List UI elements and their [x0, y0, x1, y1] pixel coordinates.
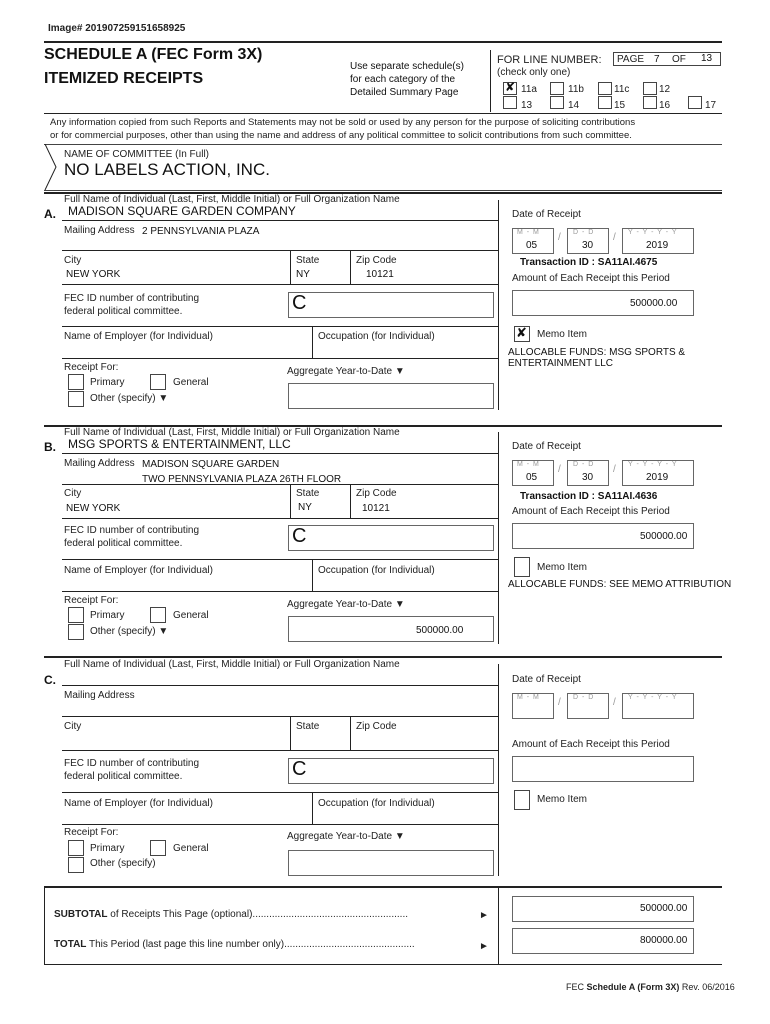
column-divider [498, 664, 499, 876]
zip-value: 10121 [366, 269, 394, 280]
date-slash: / [558, 697, 561, 708]
employer-label: Name of Employer (for Individual) [64, 565, 213, 576]
top-rule [44, 41, 722, 43]
full-name-label: Full Name of Individual (Last, First, Middle Initial) or Full Organization Name [64, 194, 400, 205]
full-name-label: Full Name of Individual (Last, First, Middle Initial) or Full Organization Name [64, 427, 400, 438]
line-17-label: 17 [705, 100, 717, 111]
line-11b-label: 11b [568, 84, 584, 95]
year-value: 2019 [646, 472, 669, 483]
line-16-checkbox[interactable] [643, 96, 657, 109]
subtotal-value: 500000.00 [640, 903, 688, 914]
line-17-checkbox[interactable] [688, 96, 702, 109]
city-value: NEW YORK [66, 269, 121, 280]
totals-left-border [44, 886, 45, 964]
mailing-address-2: TWO PENNSYLVANIA PLAZA 26TH FLOOR [142, 474, 342, 485]
rule [62, 250, 498, 251]
fec-id-prefix: C [292, 525, 307, 547]
entry-letter: C. [44, 673, 56, 687]
transaction-id: Transaction ID : SA11AI.4636 [520, 491, 658, 502]
section-rule-b [44, 656, 722, 658]
occupation-label: Occupation (for Individual) [318, 331, 435, 342]
city-label: City [64, 721, 82, 732]
rule [62, 559, 498, 560]
subtotal-label: SUBTOTAL of Receipts This Page (optional)........................................................ [54, 909, 408, 920]
image-id: Image# 201907259151658925 [48, 23, 186, 34]
aggregate-label: Aggregate Year-to-Date ▼ [287, 599, 405, 610]
rule [62, 792, 498, 793]
zip-value: 10121 [362, 503, 390, 514]
date-slash: / [613, 464, 616, 475]
state-label: State [296, 488, 320, 499]
rule [62, 284, 498, 285]
memo-item-checkbox[interactable] [514, 790, 530, 810]
contributor-name: MADISON SQUARE GARDEN COMPANY [68, 204, 296, 218]
line-box-left [490, 50, 491, 112]
entry-letter: A. [44, 207, 56, 221]
fec-id-label: FEC ID number of contributing [64, 293, 200, 304]
mailing-label: Mailing Address [64, 458, 135, 469]
rule [62, 220, 498, 221]
rule [62, 750, 498, 751]
total-arrow-icon: ► [479, 941, 489, 952]
mailing-label: Mailing Address [64, 225, 135, 236]
general-checkbox[interactable] [150, 607, 166, 623]
fec-id-label: FEC ID number of contributing [64, 525, 200, 536]
line-13-checkbox[interactable] [503, 96, 517, 109]
month-value: 05 [526, 472, 538, 483]
page-total: 13 [701, 53, 713, 64]
amount-value: 500000.00 [630, 298, 678, 309]
rule [62, 716, 498, 717]
state-value: NY [296, 269, 310, 280]
footer-revision: FEC Schedule A (Form 3X) Rev. 06/2016 [566, 982, 735, 992]
employer-label: Name of Employer (for Individual) [64, 798, 213, 809]
form-title: SCHEDULE A (FEC Form 3X) [44, 46, 263, 63]
transaction-id: Transaction ID : SA11AI.4675 [520, 257, 658, 268]
month-hint: M - M [517, 461, 540, 468]
month-hint: M - M [517, 694, 540, 701]
general-checkbox[interactable] [150, 374, 166, 390]
entry-letter: B. [44, 440, 56, 454]
other-checkbox[interactable] [68, 391, 84, 407]
line-11c-checkbox[interactable] [598, 82, 612, 95]
rule [62, 484, 498, 485]
rule [62, 685, 498, 686]
full-name-label: Full Name of Individual (Last, First, Middle Initial) or Full Organization Name [64, 659, 400, 670]
line-16-label: 16 [659, 100, 671, 111]
memo-text-2: ENTERTAINMENT LLC [508, 358, 614, 369]
line-13-label: 13 [521, 100, 533, 111]
fec-id-field[interactable] [288, 525, 494, 551]
receipt-for-label: Receipt For: [64, 827, 119, 838]
amount-value: 500000.00 [640, 531, 688, 542]
fec-id-field[interactable] [288, 292, 494, 318]
memo-item-checkbox[interactable] [514, 557, 530, 577]
fec-id-label: FEC ID number of contributing [64, 758, 200, 769]
form-subtitle: ITEMIZED RECEIPTS [44, 70, 204, 87]
day-hint: D - D [573, 229, 595, 236]
divider [350, 716, 351, 750]
rule [62, 326, 498, 327]
page-label: PAGE [617, 54, 645, 65]
divider [290, 716, 291, 750]
year-hint: Y - Y - Y - Y [628, 461, 678, 468]
rule [62, 453, 498, 454]
city-label: City [64, 255, 82, 266]
mailing-address: MADISON SQUARE GARDEN [142, 459, 280, 470]
total-label: TOTAL This Period (last page this line number only)............................................... [54, 939, 415, 950]
date-slash: / [613, 697, 616, 708]
general-label: General [173, 610, 209, 621]
receipt-for-label: Receipt For: [64, 362, 119, 373]
fec-id-label-2: federal political committee. [64, 771, 183, 782]
rule [62, 358, 498, 359]
divider [290, 484, 291, 518]
date-slash: / [558, 232, 561, 243]
subtotal-arrow-icon: ► [479, 910, 489, 921]
zip-label: Zip Code [356, 721, 397, 732]
primary-checkbox[interactable] [68, 840, 84, 856]
divider [312, 792, 313, 824]
section-rule-c [44, 886, 722, 888]
memo-item-label: Memo Item [537, 794, 588, 805]
rule [62, 591, 498, 592]
zip-label: Zip Code [356, 488, 397, 499]
rule [62, 518, 498, 519]
check-only-label: (check only one) [497, 67, 571, 78]
mailing-label: Mailing Address [64, 690, 135, 701]
for-line-label: FOR LINE NUMBER: [497, 54, 602, 66]
divider [350, 484, 351, 518]
other-checkbox[interactable] [68, 624, 84, 640]
column-divider [498, 432, 499, 644]
line-11c-label: 11c [614, 84, 630, 95]
other-label: Other (specify) [90, 858, 156, 869]
fec-id-prefix: C [292, 758, 307, 780]
amount-label: Amount of Each Receipt this Period [512, 506, 670, 517]
memo-text: ALLOCABLE FUNDS: MSG SPORTS & [508, 347, 686, 358]
other-checkbox[interactable] [68, 857, 84, 873]
month-value: 05 [526, 240, 538, 251]
date-label: Date of Receipt [512, 674, 581, 685]
day-value: 30 [582, 240, 594, 251]
amount-label: Amount of Each Receipt this Period [512, 739, 670, 750]
line-12-checkbox[interactable] [643, 82, 657, 95]
occupation-label: Occupation (for Individual) [318, 798, 435, 809]
primary-label: Primary [90, 610, 125, 621]
column-divider [498, 200, 499, 410]
line-11a-label: 11a [521, 84, 537, 95]
line-12-label: 12 [659, 84, 671, 95]
receipt-for-label: Receipt For: [64, 595, 119, 606]
divider [350, 250, 351, 284]
page-number: 7 [654, 54, 660, 65]
fec-id-label-2: federal political committee. [64, 306, 183, 317]
state-label: State [296, 255, 320, 266]
state-value: NY [298, 502, 312, 513]
primary-checkbox[interactable] [68, 607, 84, 623]
header-rule [44, 113, 722, 114]
mailing-address: 2 PENNSYLVANIA PLAZA [142, 226, 260, 237]
city-label: City [64, 488, 82, 499]
fec-id-field[interactable] [288, 758, 494, 784]
date-slash: / [613, 232, 616, 243]
aggregate-field[interactable] [288, 383, 494, 409]
state-label: State [296, 721, 320, 732]
line-14-checkbox[interactable] [550, 96, 564, 109]
amount-field[interactable] [512, 756, 694, 782]
occupation-label: Occupation (for Individual) [318, 565, 435, 576]
contributor-name: MSG SPORTS & ENTERTAINMENT, LLC [68, 437, 291, 451]
primary-label: Primary [90, 377, 125, 388]
fec-id-label-2: federal political committee. [64, 538, 183, 549]
committee-bracket-icon [44, 144, 60, 191]
year-hint: Y - Y - Y - Y [628, 229, 678, 236]
line-14-label: 14 [568, 100, 580, 111]
general-label: General [173, 843, 209, 854]
aggregate-label: Aggregate Year-to-Date ▼ [287, 366, 405, 377]
totals-bottom-rule [44, 964, 722, 965]
fec-id-prefix: C [292, 292, 307, 314]
memo-item-label: Memo Item [537, 329, 588, 340]
aggregate-value: 500000.00 [416, 625, 464, 636]
other-label: Other (specify) ▼ [90, 393, 169, 404]
divider [290, 250, 291, 284]
line-15-label: 15 [614, 100, 626, 111]
employer-label: Name of Employer (for Individual) [64, 331, 213, 342]
general-label: General [173, 377, 209, 388]
aggregate-label: Aggregate Year-to-Date ▼ [287, 831, 405, 842]
day-hint: D - D [573, 694, 595, 701]
year-hint: Y - Y - Y - Y [628, 694, 678, 701]
day-value: 30 [582, 472, 594, 483]
month-hint: M - M [517, 229, 540, 236]
other-label: Other (specify) ▼ [90, 626, 169, 637]
line-11a-check: ✘ [505, 80, 516, 94]
totals-divider [498, 886, 499, 964]
rule [62, 824, 498, 825]
instructions: Use separate schedule(s) for each category of the Detailed Summary Page [350, 61, 464, 98]
year-value: 2019 [646, 240, 669, 251]
day-hint: D - D [573, 461, 595, 468]
of-label: OF [672, 54, 686, 65]
disclaimer-line-2: or for commercial purposes, other than using the name and address of any political committee to solicit contributions from such committee. [50, 130, 632, 141]
amount-label: Amount of Each Receipt this Period [512, 273, 670, 284]
zip-label: Zip Code [356, 255, 397, 266]
committee-label: NAME OF COMMITTEE (In Full) [64, 149, 209, 160]
primary-label: Primary [90, 843, 125, 854]
date-label: Date of Receipt [512, 209, 581, 220]
memo-item-label: Memo Item [537, 562, 588, 573]
general-checkbox[interactable] [150, 840, 166, 856]
divider [312, 559, 313, 591]
divider [312, 326, 313, 358]
memo-text: ALLOCABLE FUNDS: SEE MEMO ATTRIBUTION [508, 579, 732, 590]
date-label: Date of Receipt [512, 441, 581, 452]
disclaimer-line-1: Any information copied from such Reports and Statements may not be sold or used by any person for the purpose of soliciting contributions [50, 117, 636, 128]
total-value: 800000.00 [640, 935, 688, 946]
date-slash: / [558, 464, 561, 475]
city-value: NEW YORK [66, 503, 121, 514]
memo-item-check: ✘ [516, 325, 527, 340]
line-15-checkbox[interactable] [598, 96, 612, 109]
primary-checkbox[interactable] [68, 374, 84, 390]
committee-name: NO LABELS ACTION, INC. [64, 160, 270, 179]
line-11b-checkbox[interactable] [550, 82, 564, 95]
aggregate-field[interactable] [288, 850, 494, 876]
